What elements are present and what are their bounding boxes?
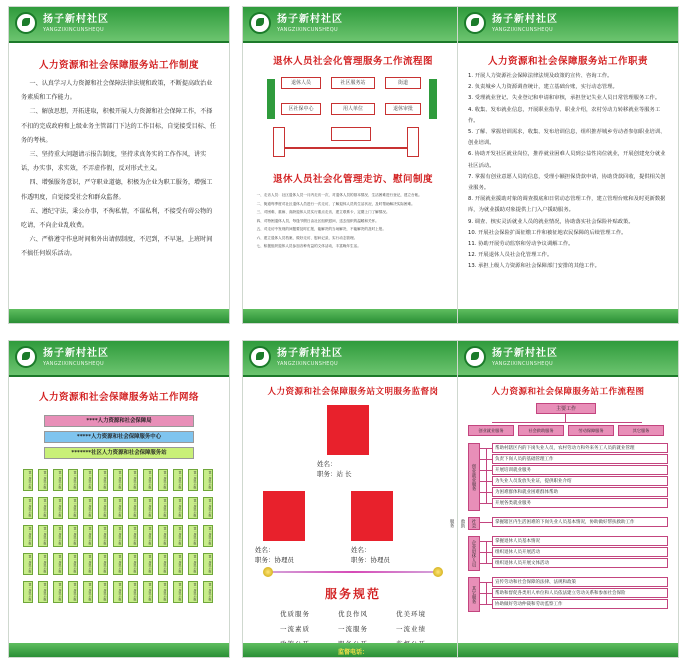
resident-group-cell: 第一居民小组: [173, 469, 183, 491]
duty-item: 7. 掌握有创业意愿人员的信息，受理小额担保贷款申请，协助贷款回收，提供相关创业服务。: [468, 173, 666, 192]
connector: [480, 503, 492, 504]
resident-group-cell: 第一居民小组: [188, 525, 198, 547]
network-column: [128, 469, 138, 629]
connector: [480, 582, 492, 583]
duty-item: 13. 承担上级人力资源和社会保障部门安排的其他工作。: [468, 263, 600, 270]
community-logo-icon: [249, 346, 271, 368]
panel-subtitle: 退休人员社会化管理走访、慰问制度: [272, 174, 433, 185]
community-name-en: YANGZIXINCUNSHEQU: [43, 27, 104, 33]
resident-group-cell: 第一居民小组: [83, 469, 93, 491]
resident-group-cell: 第一居民小组: [38, 497, 48, 519]
photo-placeholder: [263, 491, 305, 541]
duty-item: 6. 协助开发社区就业岗位，推荐就业困难人员到公益性岗位就业，开展创建充分就业社区活动。: [468, 151, 666, 169]
resident-group-cell: 第一居民小组: [128, 553, 138, 575]
category-node: 创业就业服务: [468, 425, 514, 436]
flow-bar: [267, 79, 275, 119]
person1-post: 职务：站 长: [317, 470, 352, 478]
resident-group-cell: 第一居民小组: [98, 525, 108, 547]
network-column: [38, 469, 48, 629]
flow-node-red: [273, 127, 285, 157]
resident-group-cell: 第一居民小组: [98, 469, 108, 491]
panel-workflow: [449, 340, 679, 658]
photo-placeholder: [327, 405, 369, 455]
connector: [480, 459, 492, 460]
hotline-label: 监督电话：: [337, 649, 368, 656]
visit-rule: 六、建立退休人员档案，做好走访、慰问记录，实行动态管理。: [256, 235, 358, 240]
panel-title: 人力资源和社会保障服务站工作制度: [38, 60, 199, 71]
resident-group-cell: 第一居民小组: [173, 497, 183, 519]
norm-item: 一流素质: [280, 625, 310, 633]
norm-item: 优良作风: [338, 610, 368, 618]
resident-group-cell: 第一居民小组: [53, 469, 63, 491]
panel-retiree-flow: [242, 6, 464, 324]
community-name-en: YANGZIXINCUNSHEQU: [43, 361, 104, 367]
norm-item: 优质服务: [280, 610, 310, 618]
panel-network: [8, 340, 230, 658]
connector: [480, 481, 492, 482]
rule-paragraph: 四、增强服务意识，严守职业道德，积极为企业为职工服务，增强工作透明度，自觉接受社会和群众监督。: [21, 179, 213, 201]
community-logo-icon: [15, 346, 37, 368]
resident-group-cell: 第一居民小组: [83, 525, 93, 547]
network-column: [98, 469, 108, 629]
work-item: 帮助村辖区内的下岗失业人员，农村劳动力和外来务工人员的就业管理: [492, 443, 668, 453]
resident-group-cell: 第一居民小组: [23, 581, 33, 603]
flow-node: 社区服务站: [331, 77, 375, 89]
panel-footer: [243, 643, 463, 657]
resident-group-cell: 第一居民小组: [203, 497, 213, 519]
resident-group-cell: 第一居民小组: [128, 469, 138, 491]
resident-group-cell: 第一居民小组: [83, 581, 93, 603]
resident-group-cell: 第一居民小组: [158, 553, 168, 575]
resident-group-cell: 第一居民小组: [68, 581, 78, 603]
connector: [480, 593, 492, 594]
rule-paragraph: 一、认真学习人力资源和社会保障法律法规和政策，不断提高政治业务素质和工作能力。: [21, 80, 213, 102]
resident-group-cell: 第一居民小组: [113, 525, 123, 547]
panel-footer: [458, 643, 678, 657]
community-name: 扬子新村社区: [492, 14, 558, 25]
duty-item: 4. 收集、发布就业信息，开展职业指导、职业介绍，农村劳动力转移就业等服务工作。: [468, 106, 661, 124]
person2-name: 姓名：: [255, 546, 275, 554]
community-name-en: YANGZIXINCUNSHEQU: [492, 361, 553, 367]
panel-duties: [457, 6, 679, 324]
flow-node: 退休人员: [281, 77, 321, 89]
community-logo-icon: [249, 12, 271, 34]
community-name: 扬子新村社区: [277, 14, 343, 25]
work-item: 为失业人员发放失业证，提供职业介绍: [492, 476, 668, 486]
category-node: 社会救助服务: [518, 425, 564, 436]
resident-group-cell: 第一居民小组: [188, 497, 198, 519]
resident-group-cell: 第一居民小组: [23, 553, 33, 575]
flow-bar: [429, 79, 437, 119]
work-item: 掌握辖区内生活困难的下岗失业人员基本情况，协助做好帮扶救助工作: [492, 517, 668, 527]
connector: [565, 414, 566, 422]
resident-group-cell: 第一居民小组: [113, 581, 123, 603]
group-label: 社会救助服务: [468, 517, 480, 530]
duty-item: 5. 了解、掌握培训需求，收集、发布培训信息，组织推荐城乡劳动者参加职业培训、创业培训。: [468, 129, 666, 147]
resident-group-cell: 第一居民小组: [203, 525, 213, 547]
norm-item: 优美环境: [396, 610, 426, 618]
duty-item: 10. 开展社会保险扩面征缴工作和被征地农民保障的后续管理工作。: [468, 229, 627, 236]
category-node: 其它服务: [618, 425, 664, 436]
visit-rule: 四、对特困退休人员，每逢节假日由社区组织慰问，送去组织的温暖和关怀。: [256, 218, 379, 223]
panel-title: 退休人员社会化管理服务工作流程图: [272, 56, 433, 67]
panel-header: [243, 341, 463, 377]
resident-group-cell: 第一居民小组: [203, 469, 213, 491]
resident-group-cell: 第一居民小组: [98, 553, 108, 575]
resident-group-cell: 第一居民小组: [203, 581, 213, 603]
panel-header: [458, 341, 678, 377]
work-item: 开展各类就业服务: [492, 498, 668, 508]
network-column: [83, 469, 93, 629]
work-item: 开展培训就业服务: [492, 465, 668, 475]
resident-group-cell: 第一居民小组: [98, 497, 108, 519]
panel-footer: [243, 309, 463, 323]
duty-item: 8. 开展就业援助对象的调查摸底和日常动态管理工作，建立管理台账和及时更新数据库，为就业援助对象提供上门入户援助服务。: [468, 196, 666, 214]
network-level-1: ****人力资源和社会保障局: [44, 415, 194, 427]
panel-header: [458, 7, 678, 43]
norm-item: 一流服务: [338, 625, 368, 633]
workflow-chart: [449, 401, 680, 651]
network-column: [23, 469, 33, 629]
visit-rule: 三、对困难、重病、高龄退休人员实行重点走访，建立联系卡，定期上门了解情况。: [256, 210, 390, 214]
resident-group-cell: 第一居民小组: [173, 525, 183, 547]
network-groups: [23, 469, 217, 639]
community-name-en: YANGZIXINCUNSHEQU: [277, 361, 338, 367]
network-column: [173, 469, 183, 629]
resident-group-cell: 第一居民小组: [98, 581, 108, 603]
person3-post: 职务：协理员: [351, 556, 390, 564]
visit-rule: 一、走访人员：社区退休人员一月内走访一次，对退休人员的基本情况、生活困难进行登记，建立台帐。: [256, 193, 422, 197]
network-column: [188, 469, 198, 629]
flow-node-red: [407, 127, 419, 157]
resident-group-cell: 第一居民小组: [83, 553, 93, 575]
resident-group-cell: 第一居民小组: [143, 469, 153, 491]
person1-name: 姓名：: [317, 460, 337, 468]
work-item: 宣传劳动和社会保障的法律、法规和政策: [492, 577, 668, 587]
resident-group-cell: 第一居民小组: [188, 469, 198, 491]
resident-group-cell: 第一居民小组: [53, 553, 63, 575]
group-label: 企业退休人员: [468, 536, 480, 571]
network-column: [68, 469, 78, 629]
resident-group-cell: 第一居民小组: [143, 497, 153, 519]
connector: [480, 604, 492, 605]
network-column: [158, 469, 168, 629]
resident-group-cell: 第一居民小组: [53, 525, 63, 547]
panel-footer: [9, 643, 229, 657]
flow-connector: [285, 147, 407, 149]
resident-group-cell: 第一居民小组: [128, 497, 138, 519]
visit-rule: 五、对走访中发现的问题要及时汇报，能解决的当场解决，不能解决的及时上报。: [256, 227, 386, 231]
community-name-en: YANGZIXINCUNSHEQU: [492, 27, 553, 33]
ornament-icon: [263, 567, 273, 577]
flow-node: 街道: [385, 77, 421, 89]
community-logo-icon: [464, 12, 486, 34]
resident-group-cell: 第一居民小组: [83, 497, 93, 519]
network-column: [53, 469, 63, 629]
resident-group-cell: 第一居民小组: [38, 553, 48, 575]
flow-node: 退休审批: [385, 103, 421, 115]
duty-item: 11. 协助开展劳动监察和劳动争议调解工作。: [468, 241, 574, 248]
duties-list: [458, 67, 678, 273]
connector: [480, 563, 492, 564]
norm-title: 服务规范: [324, 587, 381, 601]
resident-group-cell: 第一居民小组: [113, 553, 123, 575]
work-item: 掌握退休人员基本情况: [492, 536, 668, 546]
resident-group-cell: 第一居民小组: [23, 469, 33, 491]
flow-node: 用人单位: [331, 103, 375, 115]
resident-group-cell: 第一居民小组: [68, 469, 78, 491]
resident-group-cell: 第一居民小组: [53, 497, 63, 519]
resident-group-cell: 第一居民小组: [38, 581, 48, 603]
resident-group-cell: 第一居民小组: [128, 525, 138, 547]
resident-group-cell: 第一居民小组: [68, 525, 78, 547]
panel-title: 人力资源和社会保障服务站工作职责: [487, 56, 648, 67]
community-name-en: YANGZIXINCUNSHEQU: [277, 27, 338, 33]
rule-paragraph: 二、解放思想，开拓进取，积极开展人力资源和社会保障工作，不择不扣的完成政府和上级业务主管部门下达的工作目标，自觉接受目标、任务的考核。: [21, 108, 216, 144]
work-item: 负责下岗人员的基础管理工作: [492, 454, 668, 464]
resident-group-cell: 第一居民小组: [68, 497, 78, 519]
work-item: 帮助和督促各类用人单位和人员依法建立劳动关系和参加社会保险: [492, 588, 668, 598]
panel-supervision: [242, 340, 464, 658]
duty-item: 3. 受理就业登记、失业登记和申请和审核，承担登记失业人员日常管理服务工作。: [468, 95, 661, 102]
duty-item: 9. 调查、核实灵活就业人员的就业情况，协助落实社会保险补贴政策。: [468, 218, 634, 225]
flow-node: 区社保中心: [281, 103, 321, 115]
resident-group-cell: 第一居民小组: [68, 553, 78, 575]
main-work-node: 主要工作: [536, 403, 596, 414]
person2-post: 职务：协理员: [255, 556, 294, 564]
resident-group-cell: 第一居民小组: [113, 497, 123, 519]
duty-item: 12. 开展退休人员社会化管理工作。: [468, 252, 553, 259]
community-name: 扬子新村社区: [492, 348, 558, 359]
rules-text: [9, 71, 229, 262]
resident-group-cell: 第一居民小组: [143, 525, 153, 547]
visit-rule: 七、积极组织退休人员参加各种有益的文体活动，丰富晚年生活。: [256, 244, 361, 248]
community-name: 扬子新村社区: [43, 14, 109, 25]
norm-item: 一流业绩: [396, 625, 426, 633]
ornament-icon: [433, 567, 443, 577]
network-column: [203, 469, 213, 629]
resident-group-cell: 第一居民小组: [53, 581, 63, 603]
resident-group-cell: 第一居民小组: [158, 525, 168, 547]
panel-header: [9, 7, 229, 43]
community-name: 扬子新村社区: [277, 348, 343, 359]
panel-title: 人力资源和社会保障服务站工作网络: [38, 392, 199, 403]
connector: [480, 552, 492, 553]
network-level-3: *******社区人力资源和社会保障服务站: [44, 447, 194, 459]
rule-paragraph: 三、坚持重大问题请示报告制度，坚持求真务实的工作作风，讲实话，办实事，求实效，不弄虚作假，反对形式主义。: [21, 151, 207, 173]
connector: [480, 448, 492, 449]
resident-group-cell: 第一居民小组: [188, 581, 198, 603]
resident-group-cell: 第一居民小组: [173, 553, 183, 575]
community-logo-icon: [464, 346, 486, 368]
resident-group-cell: 第一居民小组: [128, 581, 138, 603]
network-column: [113, 469, 123, 629]
flow-node-red: [331, 127, 371, 141]
panel-header: [9, 341, 229, 377]
resident-group-cell: 第一居民小组: [203, 553, 213, 575]
group-label: 创业就业服务: [468, 443, 480, 511]
photo-placeholder: [351, 491, 393, 541]
resident-group-cell: 第一居民小组: [173, 581, 183, 603]
connector: [480, 492, 492, 493]
resident-group-cell: 第一居民小组: [158, 469, 168, 491]
connector: [480, 522, 492, 523]
person3-name: 姓名：: [351, 546, 371, 554]
connector: [486, 448, 487, 503]
work-item: 组织退休人员开展活动: [492, 547, 668, 557]
rule-paragraph: 六、严格遵守作息时间和外出请假制度，不迟到，不早退，上班时间不搞任何娱乐活动。: [21, 236, 213, 258]
network-column: [143, 469, 153, 629]
divider: [271, 571, 435, 573]
rule-paragraph: 五、遵纪守法，秉公办事，不徇私情，不谋私利，不接受有碍公物的吃请，不向企业乱收费。: [21, 207, 213, 230]
panel-title: 人力资源和社会保障服务站工作流程图: [491, 387, 645, 397]
resident-group-cell: 第一居民小组: [158, 581, 168, 603]
connector: [480, 470, 492, 471]
resident-group-cell: 第一居民小组: [38, 469, 48, 491]
connector: [480, 541, 492, 542]
category-node: 劳动保障服务: [568, 425, 614, 436]
resident-group-cell: 第一居民小组: [188, 553, 198, 575]
panel-footer: [458, 309, 678, 323]
resident-group-cell: 第一居民小组: [23, 497, 33, 519]
work-item: 组织退休人员开展文体活动: [492, 558, 668, 568]
connector: [492, 422, 642, 423]
resident-group-cell: 第一居民小组: [158, 497, 168, 519]
panel-work-system: [8, 6, 230, 324]
resident-group-cell: 第一居民小组: [143, 553, 153, 575]
resident-group-cell: 第一居民小组: [143, 581, 153, 603]
panel-header: [243, 7, 463, 43]
visit-rules-text: [243, 185, 463, 251]
duty-item: 2. 负责城乡人力资源调查统计，建立基础台账，实行动态管理。: [468, 84, 618, 91]
resident-group-cell: 第一居民小组: [23, 525, 33, 547]
network-level-2: *****人力资源和社会保障服务中心: [44, 431, 194, 443]
community-name: 扬子新村社区: [43, 348, 109, 359]
group-label: 其它服务: [468, 577, 480, 612]
visit-rule: 二、街道每季度对社区退休人员进行一次走访，了解退休人员的生活状况，及时帮助解决实际困难。: [256, 201, 415, 206]
panel-footer: [9, 309, 229, 323]
work-item: 协助做好劳动仲裁和劳动监察工作: [492, 599, 668, 609]
resident-group-cell: 第一居民小组: [38, 525, 48, 547]
work-item: 为困难群体和就业困难群体帮助: [492, 487, 668, 497]
duty-item: 1. 开展人力资源社会保障法律法规及政策的宣传、咨询工作。: [468, 73, 613, 79]
resident-group-cell: 第一居民小组: [113, 469, 123, 491]
panel-title: 人力资源和社会保障服务站文明服务监督岗: [267, 387, 439, 397]
flow-diagram: [257, 73, 449, 169]
community-logo-icon: [15, 12, 37, 34]
